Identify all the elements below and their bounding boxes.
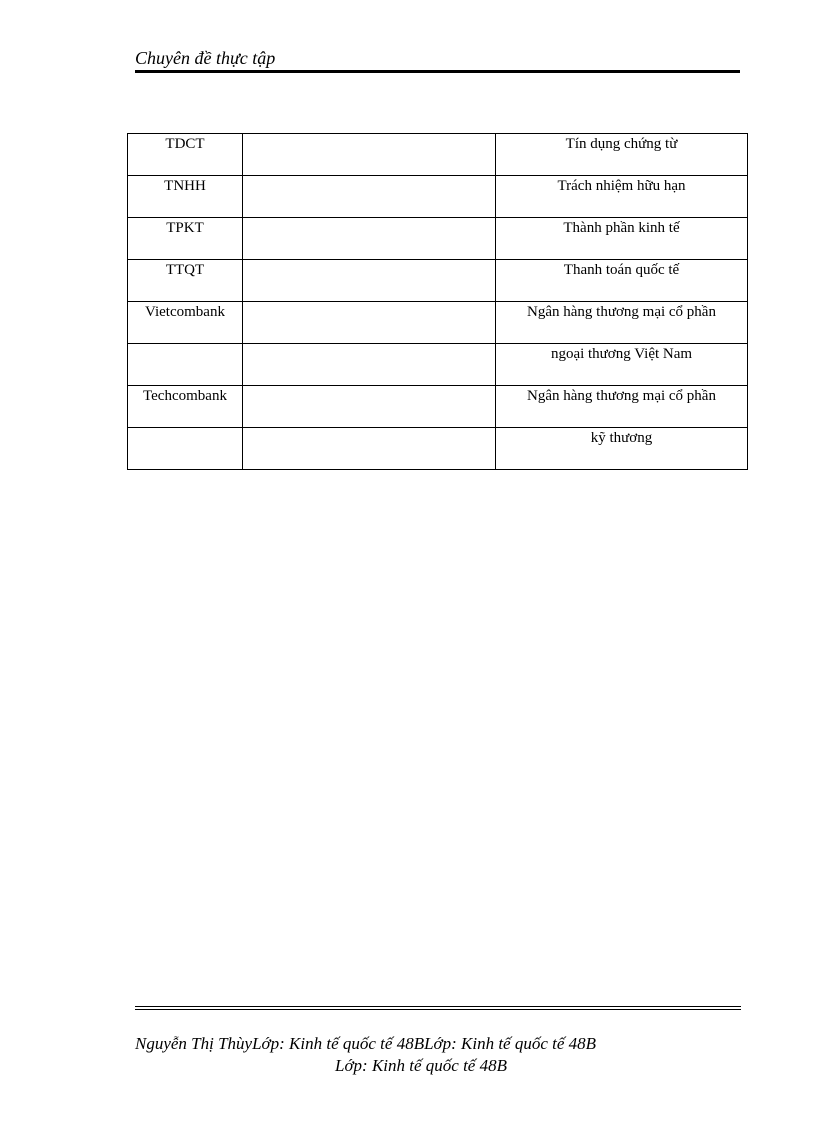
blank-cell [243, 428, 496, 470]
blank-cell [243, 344, 496, 386]
abbreviation-cell [128, 386, 243, 428]
meaning-cell [496, 386, 748, 428]
meaning-cell [496, 218, 748, 260]
blank-cell [243, 134, 496, 176]
abbreviation-cell [128, 344, 243, 386]
meaning-text: Trách nhiệm hữu hạn [557, 178, 686, 194]
meaning-cell [496, 176, 748, 218]
meaning-text: Tín dụng chứng từ [565, 136, 678, 152]
blank-cell [243, 302, 496, 344]
table-row [128, 176, 748, 218]
abbreviation-text [128, 428, 242, 430]
abbreviation-cell [128, 428, 243, 470]
abbreviation-cell [128, 260, 243, 302]
meaning-cell [496, 302, 748, 344]
abbreviation-cell [128, 302, 243, 344]
abbreviation-text: TNHH [164, 178, 206, 194]
footer-rule-top [135, 1006, 741, 1007]
abbreviation-text: TPKT [166, 220, 204, 236]
table-row [128, 302, 748, 344]
table-row [128, 344, 748, 386]
abbreviation-table [127, 133, 748, 470]
meaning-text: Ngân hàng thương mại cổ phần [527, 388, 716, 404]
header-title: Chuyên đề thực tập [135, 48, 276, 68]
abbreviation-text: Techcombank [143, 388, 227, 404]
meaning-text: kỹ thương [590, 430, 653, 446]
table-row [128, 386, 748, 428]
blank-cell [243, 260, 496, 302]
abbreviation-cell [128, 176, 243, 218]
blank-cell [243, 218, 496, 260]
abbreviation-text: TTQT [165, 262, 205, 278]
abbreviation-cell [128, 134, 243, 176]
abbreviation-text: Vietcombank [145, 304, 225, 320]
table-row [128, 134, 748, 176]
blank-cell [243, 176, 496, 218]
meaning-text: Thành phần kinh tế [563, 220, 680, 236]
meaning-cell [496, 134, 748, 176]
abbreviation-cell [128, 218, 243, 260]
meaning-text: ngoại thương Việt Nam [550, 346, 693, 362]
footer-class-line: Lớp: Kinh tế quốc tế 48B [335, 1056, 507, 1075]
blank-cell [243, 386, 496, 428]
footer-author-line: Nguyễn Thị ThùyLớp: Kinh tế quốc tế 48BLớp: Kinh tế quốc tế 48B [135, 1034, 597, 1053]
meaning-text: Ngân hàng thương mại cổ phần [527, 304, 716, 320]
header-rule [135, 70, 740, 73]
abbreviation-text: TDCT [165, 136, 205, 152]
meaning-cell [496, 344, 748, 386]
abbreviation-text [128, 344, 242, 346]
meaning-text: Thanh toán quốc tế [563, 262, 680, 278]
footer-rule-bottom [135, 1009, 741, 1010]
meaning-cell [496, 260, 748, 302]
meaning-cell [496, 428, 748, 470]
table-row [128, 218, 748, 260]
table-row [128, 428, 748, 470]
table-row [128, 260, 748, 302]
